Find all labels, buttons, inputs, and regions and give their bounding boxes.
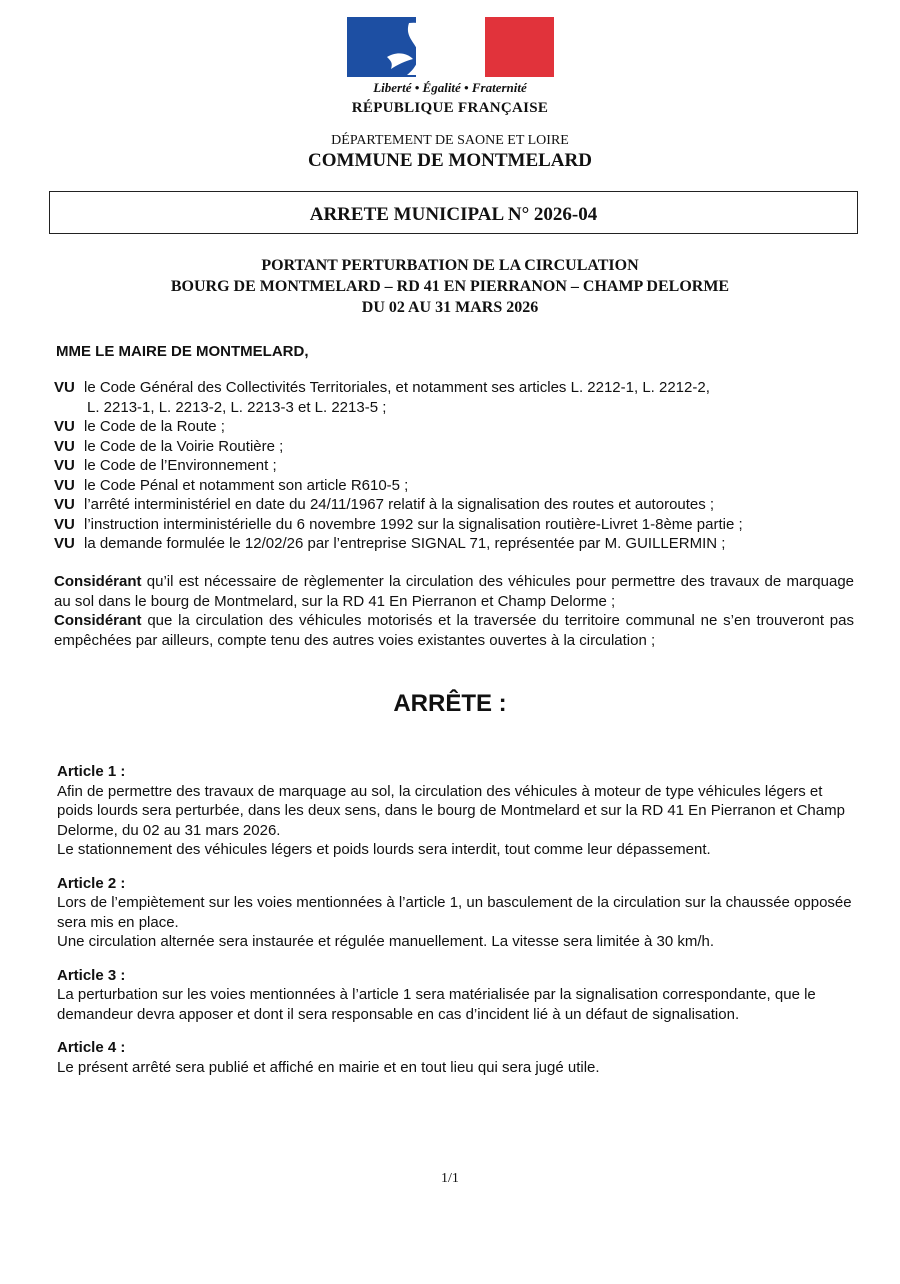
arrete-subject bbox=[100, 255, 800, 318]
considerant-text: que la circulation des véhicules motorisés et la traversée du territoire communal ne s’en trouveront pas empêchées par ailleurs, compte tenu des autres voies existantes ouvertes à la circulation ; bbox=[54, 612, 854, 649]
vu-keyword: VU bbox=[54, 437, 75, 455]
article-2 bbox=[57, 874, 857, 952]
considerant-section bbox=[54, 572, 854, 650]
vu-text: le Code de la Route ; bbox=[84, 418, 225, 435]
considerant-paragraph bbox=[54, 611, 854, 650]
marianne-logo bbox=[347, 17, 554, 77]
subject-line: BOURG DE MONTMELARD – RD 41 EN PIERRANON – CHAMP DELORME bbox=[170, 278, 730, 295]
subject-line: PORTANT PERTURBATION DE LA CIRCULATION bbox=[261, 257, 639, 274]
vu-item bbox=[54, 437, 854, 457]
arrete-number-box bbox=[49, 191, 858, 234]
article-text: La perturbation sur les voies mentionnées à l’article 1 sera matérialisée par la signalisation correspondante, que le demandeur devra apposer et dont il sera responsable en cas d’incident lié à un défaut de signalisation. bbox=[57, 986, 816, 1023]
article-heading: Article 2 : bbox=[57, 874, 126, 892]
arrete-heading: ARRÊTE : bbox=[393, 690, 507, 717]
vu-text: le Code Pénal et notamment son article R610-5 ; bbox=[84, 476, 409, 494]
vu-item bbox=[54, 534, 854, 554]
article-text: Afin de permettre des travaux de marquage au sol, la circulation des véhicules à moteur de type véhicules légers et poids lourds sera perturbée, dans les deux sens, dans le bourg de Montmelard et sur la RD 41 En Pierranon et Champ Delorme, du 02 au 31 mars 2026. bbox=[57, 782, 845, 839]
article-text: Le présent arrêté sera publié et affiché en mairie et en tout lieu qui sera jugé utile. bbox=[57, 1058, 600, 1076]
article-text: Lors de l’empiètement sur les voies mentionnées à l’article 1, un basculement de la circulation sur la chaussée opposée sera mis en place. bbox=[57, 894, 852, 931]
article-heading: Article 3 : bbox=[57, 966, 126, 984]
vu-keyword: VU bbox=[54, 496, 75, 513]
article-heading: Article 4 : bbox=[57, 1039, 126, 1056]
vu-text: le Code de la Voirie Routière ; bbox=[84, 437, 284, 455]
vu-keyword: VU bbox=[54, 535, 75, 552]
considerant-paragraph bbox=[54, 572, 854, 611]
republique-francaise: RÉPUBLIQUE FRANÇAISE bbox=[351, 100, 549, 116]
subject-line: DU 02 AU 31 MARS 2026 bbox=[361, 299, 539, 316]
republic-motto: Liberté • Égalité • Fraternité bbox=[373, 80, 527, 95]
article-3 bbox=[57, 966, 857, 1025]
arrete-number: ARRETE MUNICIPAL N° 2026-04 bbox=[309, 204, 598, 225]
vu-item bbox=[54, 378, 854, 398]
vu-keyword: VU bbox=[54, 457, 75, 474]
vu-keyword: VU bbox=[54, 379, 75, 396]
vu-text: le Code Général des Collectivités Territoriales, et notamment ses articles L. 2212-1, L. 2212-2, bbox=[84, 379, 710, 396]
page-number: 1/1 bbox=[441, 1171, 459, 1186]
article-4 bbox=[57, 1038, 857, 1077]
commune-title: COMMUNE DE MONTMELARD bbox=[308, 150, 592, 171]
vu-text: le Code de l’Environnement ; bbox=[84, 457, 277, 474]
vu-item-continuation: L. 2213-1, L. 2213-2, L. 2213-3 et L. 2213-5 ; bbox=[87, 398, 387, 416]
article-1 bbox=[57, 762, 857, 860]
considerant-text: qu’il est nécessaire de règlementer la circulation des véhicules pour permettre des travaux de marquage au sol dans le bourg de Montmelard, sur la RD 41 En Pierranon et Champ Delorme ; bbox=[54, 573, 854, 610]
vu-item bbox=[54, 456, 854, 476]
article-text: Une circulation alternée sera instaurée et régulée manuellement. La vitesse sera limitée à 30 km/h. bbox=[57, 933, 715, 950]
article-heading: Article 1 : bbox=[57, 763, 126, 780]
vu-text: la demande formulée le 12/02/26 par l’entreprise SIGNAL 71, représentée par M. GUILLERMIN ; bbox=[84, 535, 726, 552]
maire-heading: MME LE MAIRE DE MONTMELARD, bbox=[56, 343, 309, 360]
vu-text: l’instruction interministérielle du 6 novembre 1992 sur la signalisation routière-Livret 1-8ème partie ; bbox=[84, 515, 743, 533]
vu-keyword: VU bbox=[54, 515, 75, 533]
vu-text: l’arrêté interministériel en date du 24/11/1967 relatif à la signalisation des routes et autoroutes ; bbox=[84, 496, 715, 513]
considerant-keyword: Considérant bbox=[54, 573, 142, 590]
vu-keyword: VU bbox=[54, 418, 75, 435]
vu-item bbox=[54, 476, 854, 496]
article-text: Le stationnement des véhicules légers et poids lourds sera interdit, tout comme leur dépassement. bbox=[57, 841, 711, 858]
vu-item bbox=[54, 495, 854, 515]
departement-label: DÉPARTEMENT DE SAONE ET LOIRE bbox=[331, 133, 569, 148]
considerant-keyword: Considérant bbox=[54, 612, 142, 629]
articles-section bbox=[57, 762, 857, 1091]
vu-item bbox=[54, 417, 854, 437]
vu-item bbox=[54, 515, 854, 535]
vu-list bbox=[54, 378, 854, 554]
vu-keyword: VU bbox=[54, 476, 75, 494]
